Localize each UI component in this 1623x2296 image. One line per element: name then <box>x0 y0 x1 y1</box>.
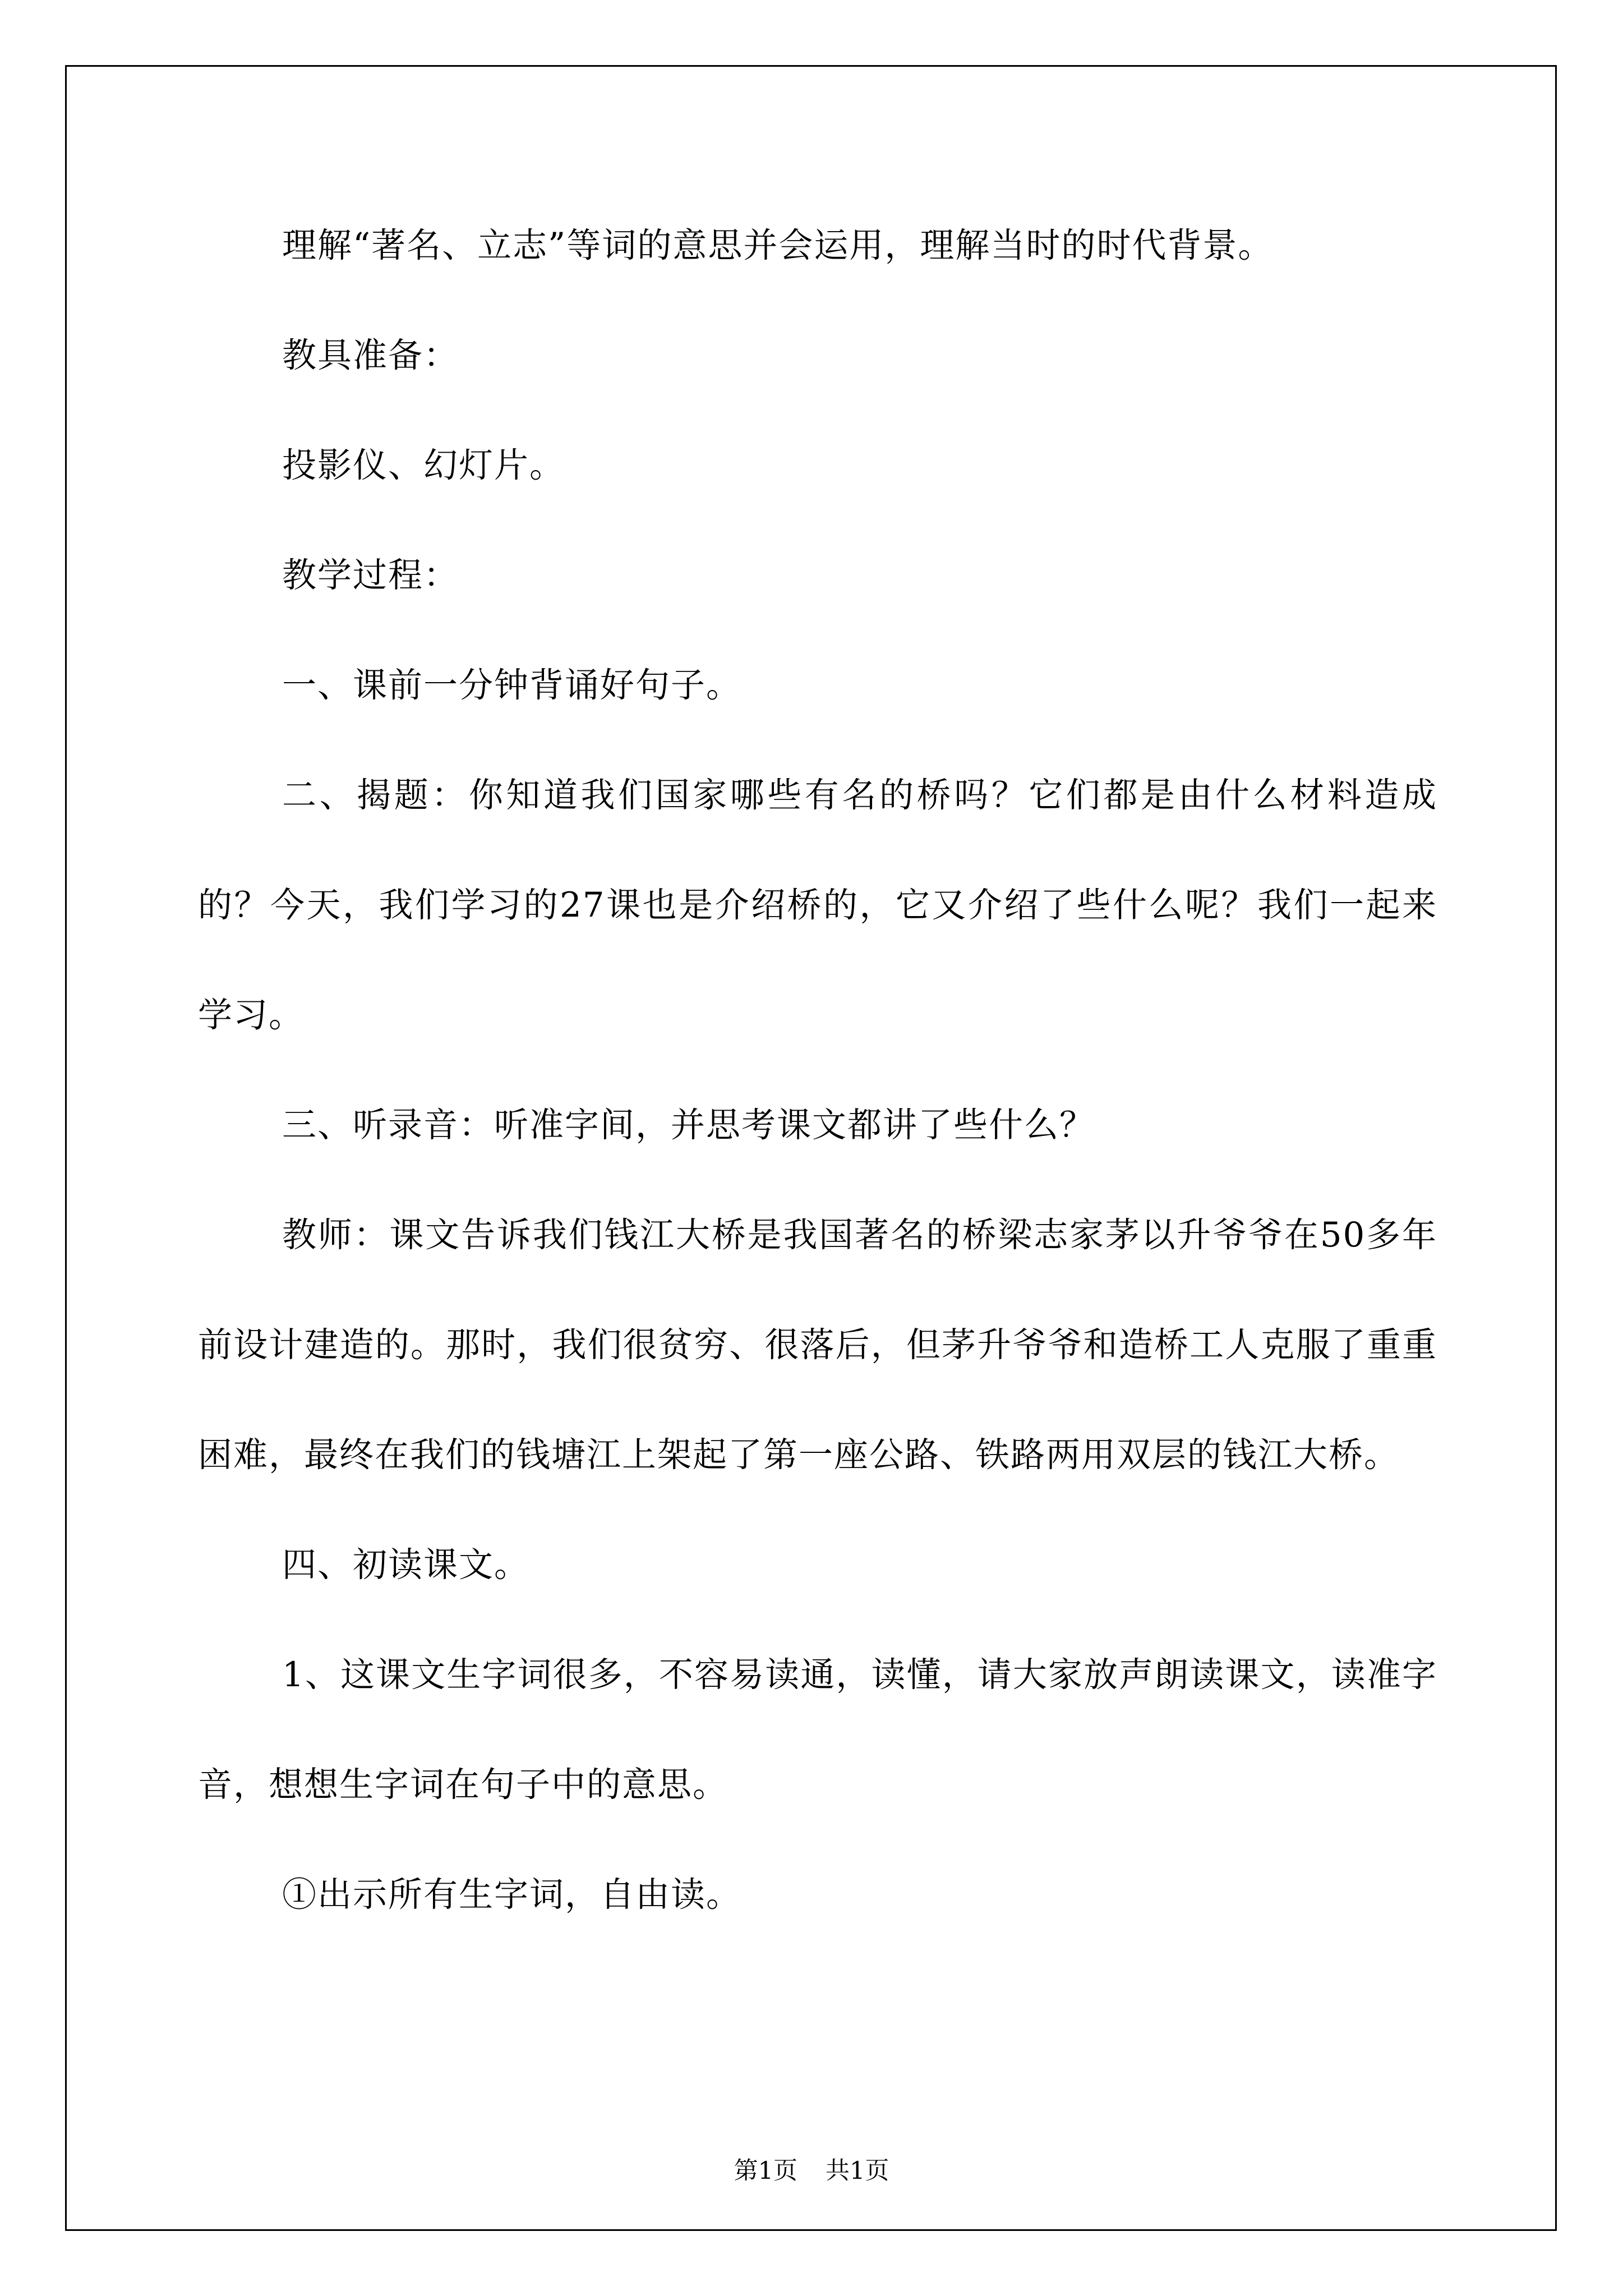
page-count: 共1页 <box>826 2157 889 2185</box>
page-number: 第1页 <box>734 2157 797 2185</box>
paragraph: 二、揭题：你知道我们国家哪些有名的桥吗？它们都是由什么材料造成的？今天，我们学习的27课也是介绍桥的，它又介绍了些什么呢？我们一起来学习。 <box>198 775 1437 1035</box>
paragraph: 教学过程： <box>282 555 459 595</box>
paragraph: ①出示所有生字词，自由读。 <box>282 1875 742 1915</box>
paragraph: 四、初读课文。 <box>282 1545 530 1585</box>
paragraph: 投影仪、幻灯片。 <box>282 445 565 485</box>
paragraph: 教具准备： <box>282 335 459 375</box>
paragraph: 一、课前一分钟背诵好句子。 <box>282 665 742 705</box>
paragraph: 理解“著名、立志”等词的意思并会运用，理解当时的时代背景。 <box>282 226 1274 265</box>
paragraph: 三、听录音：听准字间，并思考课文都讲了些什么？ <box>282 1105 1095 1145</box>
document-body <box>198 191 1437 1950</box>
page-footer <box>0 2154 1623 2188</box>
paragraph: 教师：课文告诉我们钱江大桥是我国著名的桥梁志家茅以升爷爷在50多年前设计建造的。那时，我们很贫穷、很落后，但茅升爷爷和造桥工人克服了重重困难，最终在我们的钱塘江上架起了第一座公路、铁路两用双层的钱江大桥。 <box>198 1215 1437 1475</box>
paragraph: 1、这课文生字词很多，不容易读通，读懂，请大家放声朗读课文，读准字音，想想生字词在句子中的意思。 <box>198 1655 1437 1805</box>
